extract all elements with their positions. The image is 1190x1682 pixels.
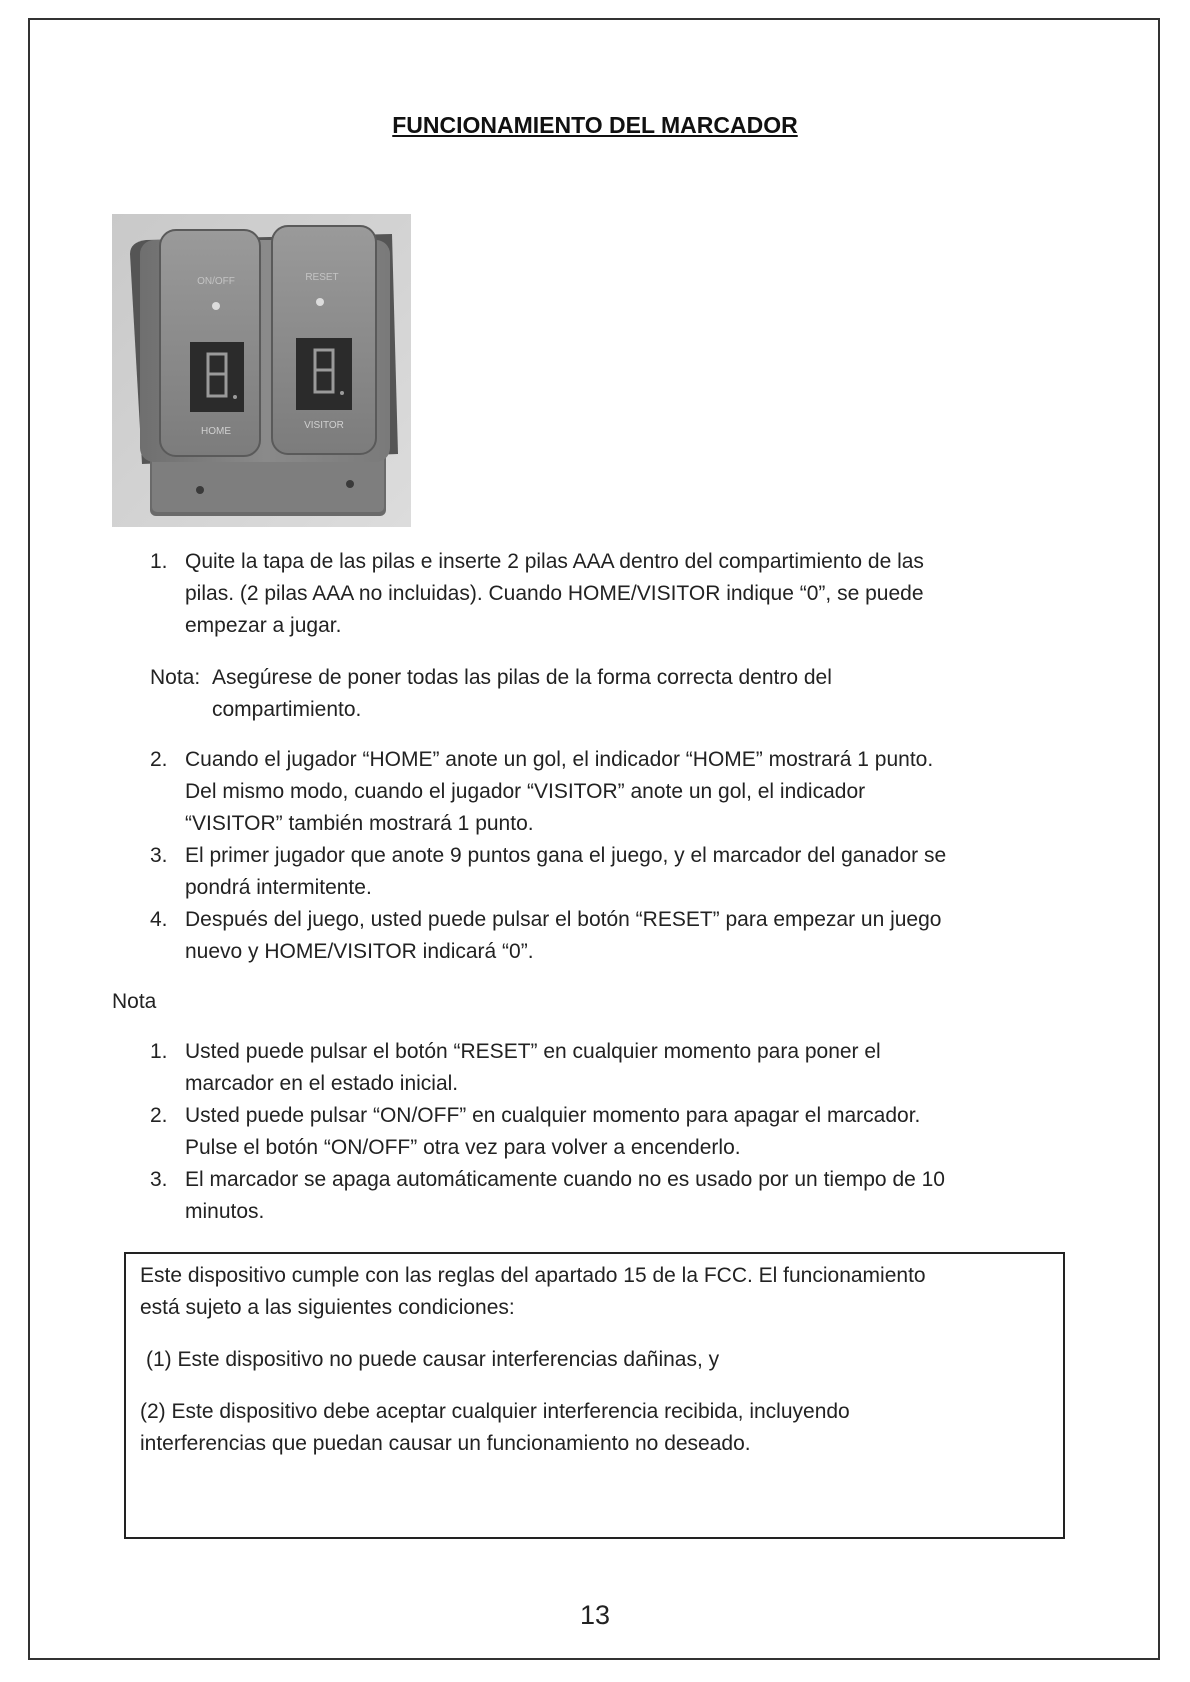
- step-3-text: [185, 840, 946, 904]
- home-label: HOME: [201, 426, 231, 437]
- step-1-line-1: Quite la tapa de las pilas e inserte 2 pilas AAA dentro del compartimiento de las: [185, 550, 924, 573]
- note-1-number: 1.: [150, 1040, 168, 1063]
- step-2-line-1: Cuando el jugador “HOME” anote un gol, el indicador “HOME” mostrará 1 punto.: [185, 748, 934, 771]
- note-2-text: [185, 1100, 920, 1164]
- page-number: 13: [579, 1600, 611, 1630]
- note-1-line-2: marcador en el estado inicial.: [185, 1072, 459, 1095]
- step-1-line-2: pilas. (2 pilas AAA no incluidas). Cuando HOME/VISITOR indique “0”, se puede: [185, 582, 924, 605]
- note-1-text: [185, 1036, 881, 1100]
- note-2-number: 2.: [150, 1104, 168, 1127]
- note-1-line-1: Usted puede pulsar el botón “RESET” en cualquier momento para poner el: [185, 1040, 881, 1063]
- onoff-label: ON/OFF: [197, 276, 235, 287]
- note-3-number: 3.: [150, 1168, 168, 1191]
- fcc-intro-line-1: Este dispositivo cumple con las reglas del apartado 15 de la FCC. El funcionamiento: [140, 1264, 926, 1287]
- step-2-text: [185, 744, 933, 840]
- fcc-condition-2: [140, 1396, 850, 1460]
- fcc-intro-line-2: está sujeto a las siguientes condiciones:: [140, 1296, 515, 1319]
- note-3-line-1: El marcador se apaga automáticamente cuando no es usado por un tiempo de 10: [185, 1168, 945, 1191]
- step-2-line-3: “VISITOR” también mostrará 1 punto.: [185, 812, 534, 835]
- visitor-label: VISITOR: [304, 420, 344, 431]
- step-4-line-1: Después del juego, usted puede pulsar el botón “RESET” para empezar un juego: [185, 908, 942, 931]
- scoreboard-photo: [112, 214, 411, 527]
- reset-label: RESET: [305, 272, 339, 283]
- note-3-text: [185, 1164, 945, 1228]
- fcc-condition-2-line-2: interferencias que puedan causar un funcionamiento no deseado.: [140, 1432, 751, 1455]
- note-2-line-1: Usted puede pulsar “ON/OFF” en cualquier momento para apagar el marcador.: [185, 1104, 921, 1127]
- note-3-line-2: minutos.: [185, 1200, 265, 1223]
- note-2-line-2: Pulse el botón “ON/OFF” otra vez para volver a encenderlo.: [185, 1136, 741, 1159]
- nota-line-2: compartimiento.: [212, 698, 362, 721]
- step-3-line-1: El primer jugador que anote 9 puntos gana el juego, y el marcador del ganador se: [185, 844, 947, 867]
- step-2-number: 2.: [150, 748, 168, 771]
- step-4-text: [185, 904, 941, 968]
- step-2-line-2: Del mismo modo, cuando el jugador “VISITOR” anote un gol, el indicador: [185, 780, 866, 803]
- step-1-text: [185, 546, 924, 642]
- step-4-number: 4.: [150, 908, 168, 931]
- step-3-line-2: pondrá intermitente.: [185, 876, 372, 899]
- step-4-line-2: nuevo y HOME/VISITOR indicará “0”.: [185, 940, 534, 963]
- nota-line-1: Asegúrese de poner todas las pilas de la forma correcta dentro del: [212, 666, 832, 689]
- step-3-number: 3.: [150, 844, 168, 867]
- fcc-condition-2-line-1: (2) Este dispositivo debe aceptar cualquier interferencia recibida, incluyendo: [140, 1400, 850, 1423]
- step-1-line-3: empezar a jugar.: [185, 614, 342, 637]
- fcc-condition-1: (1) Este dispositivo no puede causar interferencias dañinas, y: [146, 1348, 720, 1371]
- nota-heading: Nota: [112, 990, 157, 1013]
- step-1-number: 1.: [150, 550, 168, 573]
- nota-label: Nota:: [150, 666, 201, 689]
- page-title: FUNCIONAMIENTO DEL MARCADOR: [392, 112, 798, 138]
- fcc-intro: [140, 1260, 926, 1324]
